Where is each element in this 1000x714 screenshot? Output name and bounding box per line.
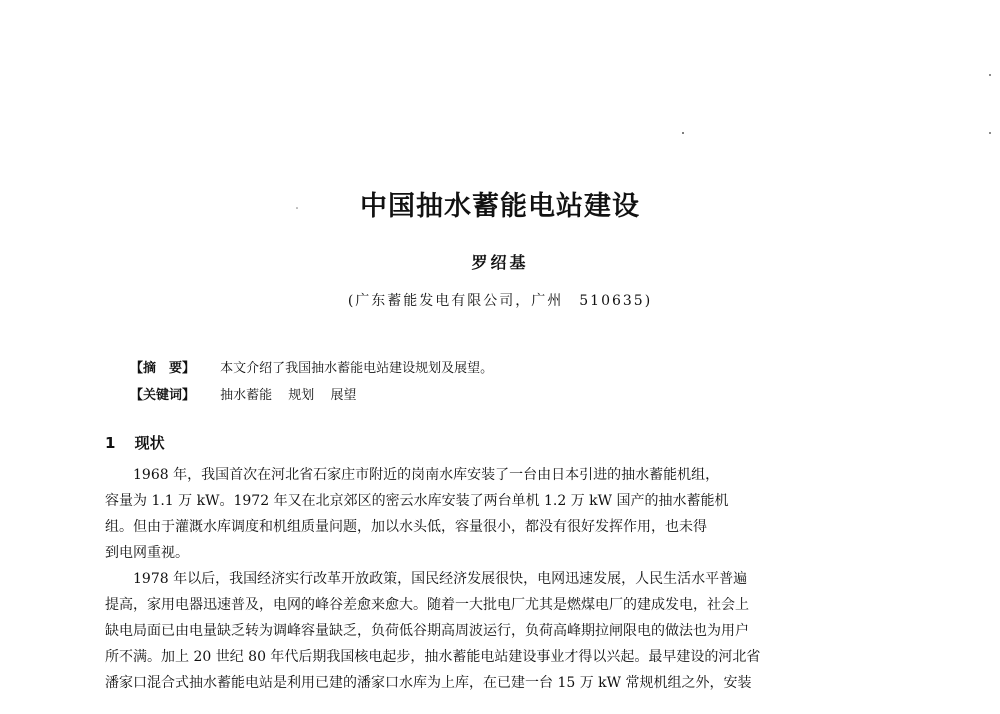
scan-speck [989, 132, 991, 134]
keyword-item: 展望 [330, 388, 357, 403]
keyword-item: 抽水蓄能 [220, 388, 273, 403]
body-line: 缺电局面已由电量缺乏转为调峰容量缺乏，负荷低谷期高周波运行，负荷高峰期拉闸限电的做法也为用户 [105, 623, 749, 639]
section-number: 1 [105, 434, 116, 452]
body-line: 1978 年以后，我国经济实行改革开放政策，国民经济发展很快，电网迅速发展，人民生活水平普遍 [133, 571, 748, 587]
paper-title: 中国抽水蓄能电站建设 [360, 191, 640, 222]
body-line: 潘家口混合式抽水蓄能电站是利用已建的潘家口水库为上库，在已建一台 15 万 kW 常规机组之外，安装 [105, 675, 752, 691]
keywords-label: 【关键词】 [130, 388, 196, 403]
body-line: 所不满。加上 20 世纪 80 年代后期我国核电起步，抽水蓄能电站建设事业才得以兴起。最早建设的河北省 [105, 649, 761, 665]
section-title-text: 现状 [134, 434, 165, 452]
author-name: 罗绍基 [471, 253, 529, 272]
keyword-item: 规划 [288, 388, 315, 403]
abstract-text: 本文介绍了我国抽水蓄能电站建设规划及展望。 [220, 361, 494, 376]
body-line: 容量为 1.1 万 kW。1972 年又在北京郊区的密云水库安装了两台单机 1.2 万 kW 国产的抽水蓄能机 [105, 493, 729, 509]
body-line: 提高，家用电器迅速普及，电网的峰谷差愈来愈大。随着一大批电厂尤其是燃煤电厂的建成发电，社会上 [105, 597, 749, 613]
scan-speck [296, 207, 298, 209]
body-line: 1968 年，我国首次在河北省石家庄市附近的岗南水库安装了一台由日本引进的抽水蓄能机组， [133, 467, 720, 483]
scan-speck [682, 132, 684, 134]
body-line: 到电网重视。 [105, 545, 189, 561]
body-line: 组。但由于灌溉水库调度和机组质量问题，加以水头低，容量很小，都没有很好发挥作用，也未得 [105, 519, 707, 535]
scan-speck [989, 74, 991, 76]
abstract-label: 【摘 要】 [130, 361, 196, 376]
author-affiliation: (广东蓄能发电有限公司，广州 510635) [347, 293, 653, 309]
